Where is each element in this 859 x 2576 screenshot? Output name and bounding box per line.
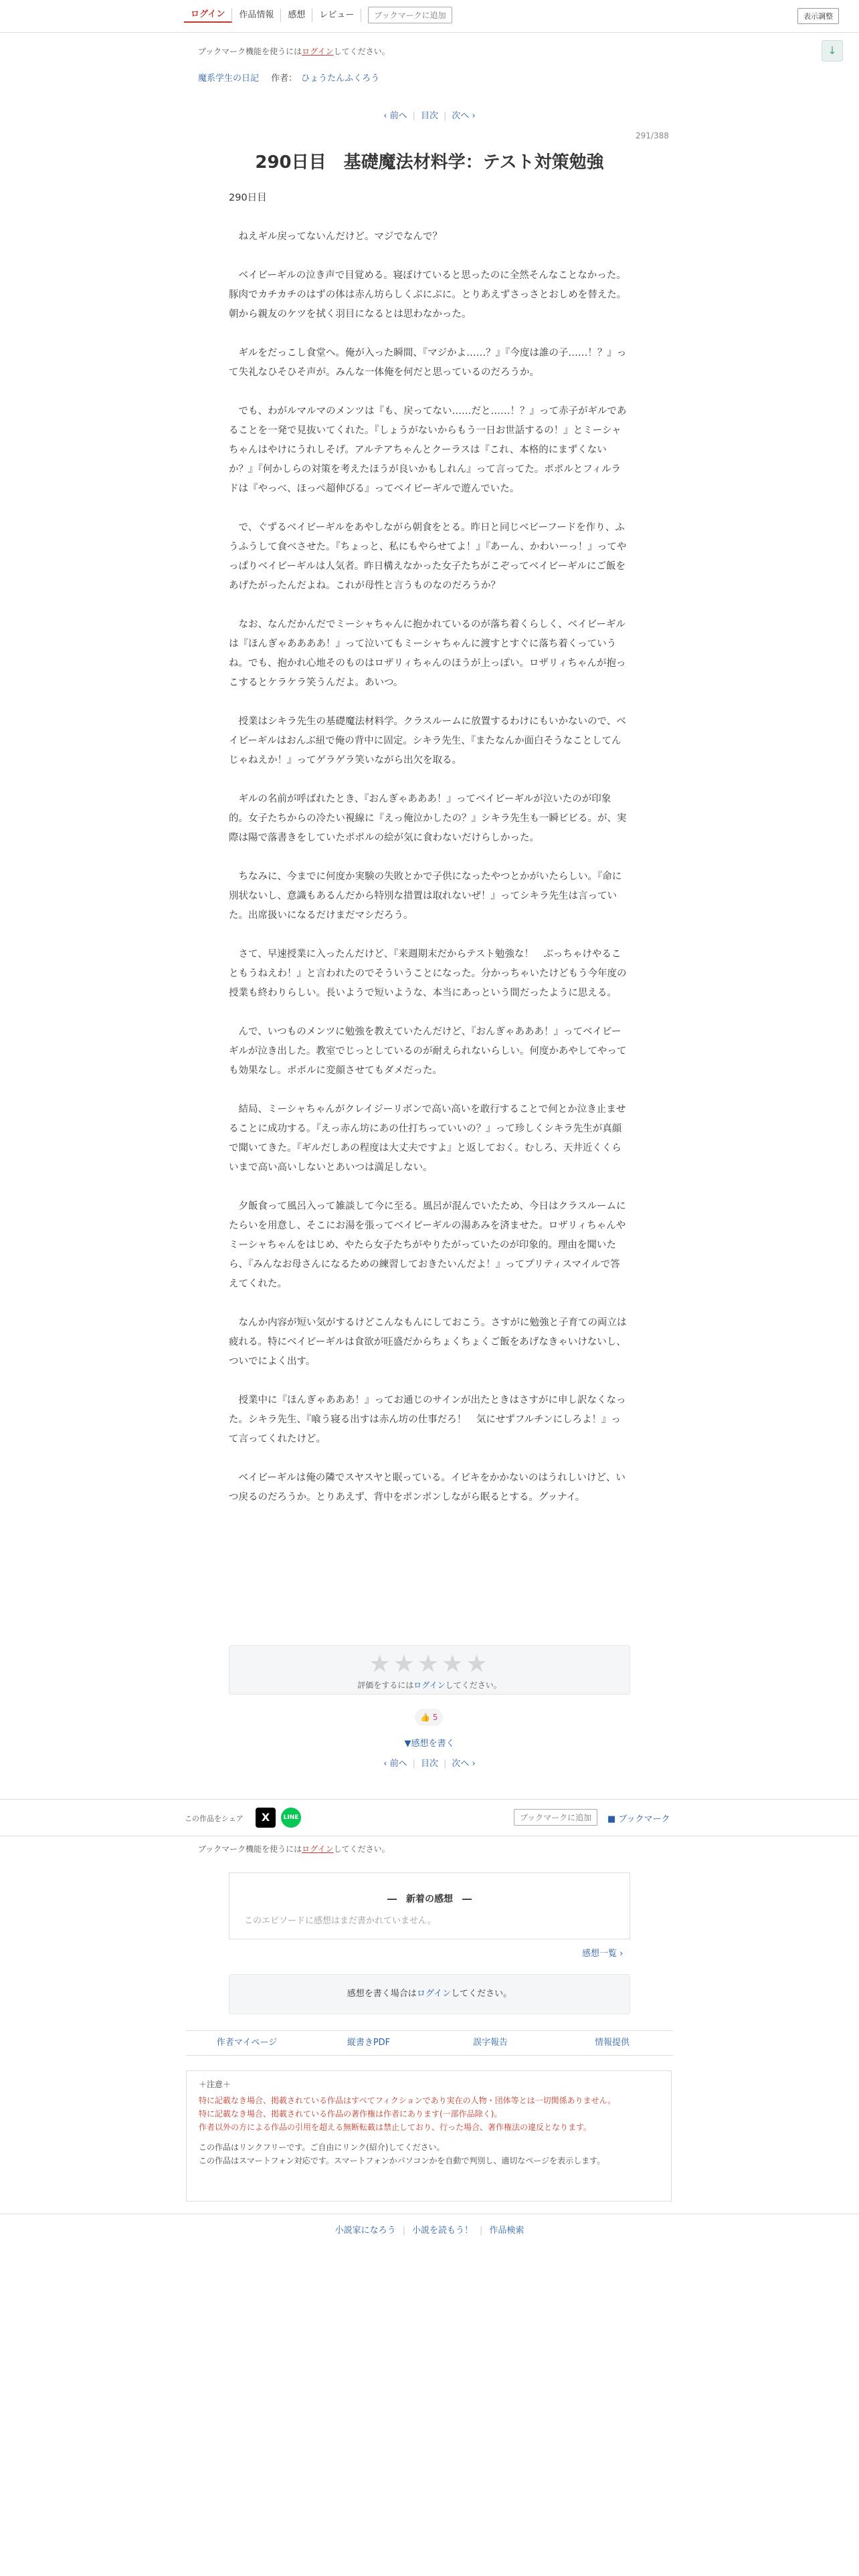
episode-title: 290日目 基礎魔法材料学：テスト対策勉強 <box>255 152 604 173</box>
thumbs-up-icon: 👍 <box>420 1713 430 1722</box>
bookmark-link[interactable] <box>607 1812 670 1824</box>
impressions-list-link[interactable]: 感想一覧 › <box>582 1949 624 1959</box>
bookmark-add-button[interactable]: ブックマークに追加 <box>514 1809 597 1826</box>
notice-line: 特に記載なき場合、掲載されている作品はすべてフィクションであり実在の人物・団体等とは一切関係ありません。 <box>199 2096 616 2105</box>
pager-divider: | <box>444 111 447 121</box>
top-pager <box>0 108 859 121</box>
bookmark-note-prefix: ブックマーク機能を使うには <box>198 1844 302 1854</box>
bookmark-note-login-link[interactable]: ログイン <box>302 1844 334 1854</box>
body-paragraph: さて、早速授業に入ったんだけど、『来週期末だからテスト勉強な！ ぶっちゃけやることもうねえわ！』と言われたのでそういうことになった。分かっちゃいたけどもう今年度の授業も終わりらしい。長いようで短いような、本当にあっという間だったように思える。 <box>229 949 627 998</box>
notice-box <box>186 2070 672 2202</box>
body-paragraph: ベイビーギルの泣き声で目覚める。寝ぼけていると思ったのに全然そんなことなかった。豚肉でカチカチのはずの体は赤ん坊らしくぷにぷに。とりあえずさっさとおしめを替えた。朝から親友のケツを拭く羽目になるとは思わなかった。 <box>229 270 627 320</box>
body-paragraph: ギルをだっこし食堂へ。俺が入った瞬間、『マジかよ……？』『今度は誰の子……！？』って失礼なひそひそ声が。みんな一体俺を何だと思っているのだろうか。 <box>229 348 627 378</box>
site-footer-nav <box>0 2223 859 2236</box>
bookmark-note-login-link[interactable]: ログイン <box>302 47 334 56</box>
episode-progress: 291/388 <box>636 131 669 140</box>
bottom-pager <box>0 1756 859 1769</box>
typo-report-link[interactable]: 誤字報告 <box>472 2038 508 2048</box>
body-paragraph: ギルの名前が呼ばれたとき、『おんぎゃあああ！』ってベイビーギルが泣いたのが印象的。女子たちからの冷たい視線に『えっ俺泣かしたの？』シキラ先生も一瞬ビビる。が、実際は陽で落書きをしていたポポルの絵が気に食わないだけらしかった。 <box>229 794 627 843</box>
bookmark-note-prefix: ブックマーク機能を使うには <box>198 47 302 56</box>
new-impressions-title: ― 新着の感想 ― <box>387 1894 472 1905</box>
notice-line: 作者以外の方による作品の引用を超える無断転載は禁止しており、行った場合、著作権法の違反となります。 <box>199 2123 592 2132</box>
body-paragraph: ベイビーギルは俺の隣でスヤスヤと眠っている。イビキをかかないのはうれしいけど、いつ戻るのだろうか。とりあえず、背中をポンポンしながら眠るとする。グッナイ。 <box>229 1473 626 1503</box>
review-link[interactable]: レビュー <box>312 9 361 22</box>
body-paragraph: んで、いつものメンツに勉強を教えていたんだけど、『おんぎゃあああ！』ってベイビーギルが泣き出した。教室でじっとしているのが耐えられないらしい。何度かあやしてやっても効果なし。ポポルに変顔させてもダメだった。 <box>229 1027 627 1076</box>
bookmark-add-button[interactable]: ブックマークに追加 <box>368 7 452 23</box>
write-impression-link[interactable]: ▼感想を書く <box>404 1739 455 1749</box>
notice-heading: ＋注意＋ <box>199 2080 231 2089</box>
rating-note-prefix: 評価をするには <box>357 1681 414 1690</box>
like-count: 5 <box>432 1713 438 1722</box>
bookmark-login-note <box>198 45 390 57</box>
scroll-down-arrow-icon[interactable]: ↓ <box>822 40 843 62</box>
rating-note-suffix: してください。 <box>445 1681 502 1690</box>
bookmark-login-note <box>198 1843 390 1854</box>
yomou-link[interactable]: 小説を読もう！ <box>411 2226 473 2236</box>
x-share-icon[interactable]: X <box>256 1808 276 1828</box>
toc-link[interactable]: 目次 <box>420 1759 438 1769</box>
display-settings-button[interactable]: 表示調整 <box>797 8 839 24</box>
series-title-link[interactable]: 魔系学生の日記 <box>198 74 260 84</box>
impression-login-box <box>229 1974 630 2014</box>
author-link[interactable]: ひょうたんふくろう <box>301 74 380 84</box>
login-link[interactable]: ログイン <box>184 8 232 23</box>
notice-line: 特に記載なき場合、掲載されている作品の著作権は作者にあります(一部作品除く)。 <box>199 2109 502 2119</box>
footer-divider-mark: | <box>402 2226 405 2236</box>
bookmark-note-suffix: してください。 <box>333 47 390 56</box>
rating-stars-icon[interactable]: ★★★★★ <box>369 1650 490 1678</box>
body-paragraph: 授業中に『ほんぎゃあああ！』ってお通じのサインが出たときはさすがに申し訳なくなった。シキラ先生、『喰う寝る出すは赤ん坊の仕事だろ！ 気にせずフルチンにしろよ！』って言ってくれたけど。 <box>229 1395 626 1444</box>
body-paragraph: 授業はシキラ先生の基礎魔法材料学。クラスルームに放置するわけにもいかないので、ベイビーギルはおんぶ紐で俺の背中に固定。シキラ先生、『またなんか面白そうなことしてんじゃねえか！』ってゲラゲラ笑いながら出欠を取る。 <box>229 716 626 766</box>
day-heading: 290日目 <box>229 193 267 203</box>
login-box-suffix: してください。 <box>451 1989 512 1999</box>
notice-info <box>199 2141 659 2167</box>
rating-login-link[interactable]: ログイン <box>413 1681 446 1690</box>
next-link[interactable]: 次へ › <box>452 1759 476 1769</box>
body-paragraph: なんか内容が短い気がするけどこんなもんにしておこう。さすがに勉強と子育ての両立は疲れる。特にベイビーギルは食欲が旺盛だからちょくちょくご飯をあげなきゃいけないし、ついでによく出す。 <box>229 1317 627 1367</box>
toc-link[interactable]: 目次 <box>420 111 438 121</box>
footer-divider-mark: | <box>480 2226 483 2236</box>
author-label: 作者： <box>271 74 298 84</box>
top-navigation <box>0 0 859 33</box>
new-impressions-box <box>229 1872 630 1939</box>
bookmark-label: ブックマーク <box>618 1814 670 1824</box>
line-share-icon[interactable]: LINE <box>281 1808 301 1828</box>
no-impressions-text: このエピソードに感想はまだ書かれていません。 <box>244 1916 436 1926</box>
rating-box <box>229 1645 630 1695</box>
impression-login-link[interactable]: ログイン <box>416 1989 452 1999</box>
share-label: この作品をシェア <box>185 1814 244 1823</box>
work-info-link[interactable]: 作品情報 <box>232 9 281 22</box>
info-provide-link[interactable]: 情報提供 <box>594 2038 630 2048</box>
bookmark-icon: ■ <box>607 1814 616 1824</box>
bookmark-note-suffix: してください。 <box>333 1844 390 1854</box>
pager-divider: | <box>444 1759 447 1769</box>
syosetu-home-link[interactable]: 小説家になろう <box>335 2226 396 2236</box>
login-box-prefix: 感想を書く場合は <box>347 1989 417 1999</box>
next-link[interactable]: 次へ › <box>452 111 476 121</box>
author-mypage-link[interactable]: 作者マイページ <box>216 2038 278 2048</box>
rating-login-note <box>229 1679 630 1691</box>
notice-info-line: この作品はスマートフォン対応です。スマートフォンかパソコンかを自動で判別し、適切なページを表示します。 <box>199 2156 605 2165</box>
vertical-pdf-link[interactable]: 縦書きPDF <box>347 2038 391 2048</box>
like-button[interactable] <box>415 1709 443 1726</box>
pager-divider: | <box>412 1759 415 1769</box>
share-bar <box>0 1799 859 1836</box>
work-search-link[interactable]: 作品検索 <box>489 2226 524 2236</box>
top-nav-items <box>184 7 452 23</box>
body-paragraph: 結局、ミーシャちゃんがクレイジーリボンで高い高いを敢行することで何とか泣き止ませることに成功する。『えっ赤ん坊にあの仕打ちっていいの？』って珍しくシキラ先生が真顔で聞いてきた。『ギルだしあの程度は大丈夫ですよ』と返しておく。むしろ、天井近くくらいまで高い高いしないとあいつは満足しない。 <box>229 1104 626 1173</box>
pager-divider: | <box>412 111 415 121</box>
body-paragraph: ねえギル戻ってないんだけど。マジでなんで？ <box>229 231 442 242</box>
body-paragraph: 夕飯食って風呂入って雑談して今に至る。風呂が混んでいたため、今日はクラスルームにたらいを用意し、そこにお湯を張ってベイビーギルの湯あみを済ませた。ロザリィちゃんやミーシャちゃんをはじめ、やたら女子たちがやりたがっていたのが印象的。理由を聞いたら、『みんなお母さんになるための練習しておきたいんだよ！』ってプリティスマイルで答えてくれた。 <box>229 1201 626 1289</box>
notice-info-line: この作品はリンクフリーです。ご自由にリンク(紹介)してください。 <box>199 2143 445 2152</box>
body-paragraph: ちなみに、今までに何度か実験の失敗とかで子供になったやつとかがいたらしい。『命に別状ないし、意識もあるんだから特別な措置は取れないぜ！』ってシキラ先生は言っていた。出席扱いになるだけまだマシだろう。 <box>229 871 622 921</box>
prev-link[interactable]: ‹ 前へ <box>383 111 407 121</box>
episode-body <box>229 189 629 1527</box>
series-info <box>198 71 379 84</box>
impressions-link[interactable]: 感想 <box>281 9 312 22</box>
prev-link[interactable]: ‹ 前へ <box>383 1759 407 1769</box>
body-paragraph: で、ぐずるベイビーギルをあやしながら朝食をとる。昨日と同じベビーフードを作り、ふうふうして食べさせた。『ちょっと、私にもやらせてよ！』『あーん、かわいーっ！』ってやっぱりベイビーギルは人気者。昨日構えなかった女子たちがこぞってベイビーギルにご飯をあげたがったんだよね。これが母性と言うものなのだろうか？ <box>229 522 627 591</box>
body-paragraph: なお、なんだかんだでミーシャちゃんに抱かれているのが落ち着くらしく、ベイビーギルは『ほんぎゃああああ！』って泣いてもミーシャちゃんに渡すとすぐに落ち着くっていうね。でも、抱かれ心地そのものはロザリィちゃんのほうが上っぽい。ロザリィちゃんが抱っこするとケラケラ笑うんだよ。あいつ。 <box>229 619 626 688</box>
body-paragraph: でも、わがルマルマのメンツは『も、戻ってない……だと……！？』って赤子がギルであることを一発で見抜いてくれた。『しょうがないからもう一日お世話するの！』とミーシャちゃんはやけにうれしそげ。アルテアちゃんとクーラスは『これ、本格的にまずくないか？』『何かしらの対策を考えたほうが良いかもしれん』って言ってた。ポポルとフィルラドは『やっべ、ほっぺ超伸びる』ってベイビーギルで遊んでいた。 <box>229 406 627 494</box>
work-footer-links <box>186 2030 673 2056</box>
